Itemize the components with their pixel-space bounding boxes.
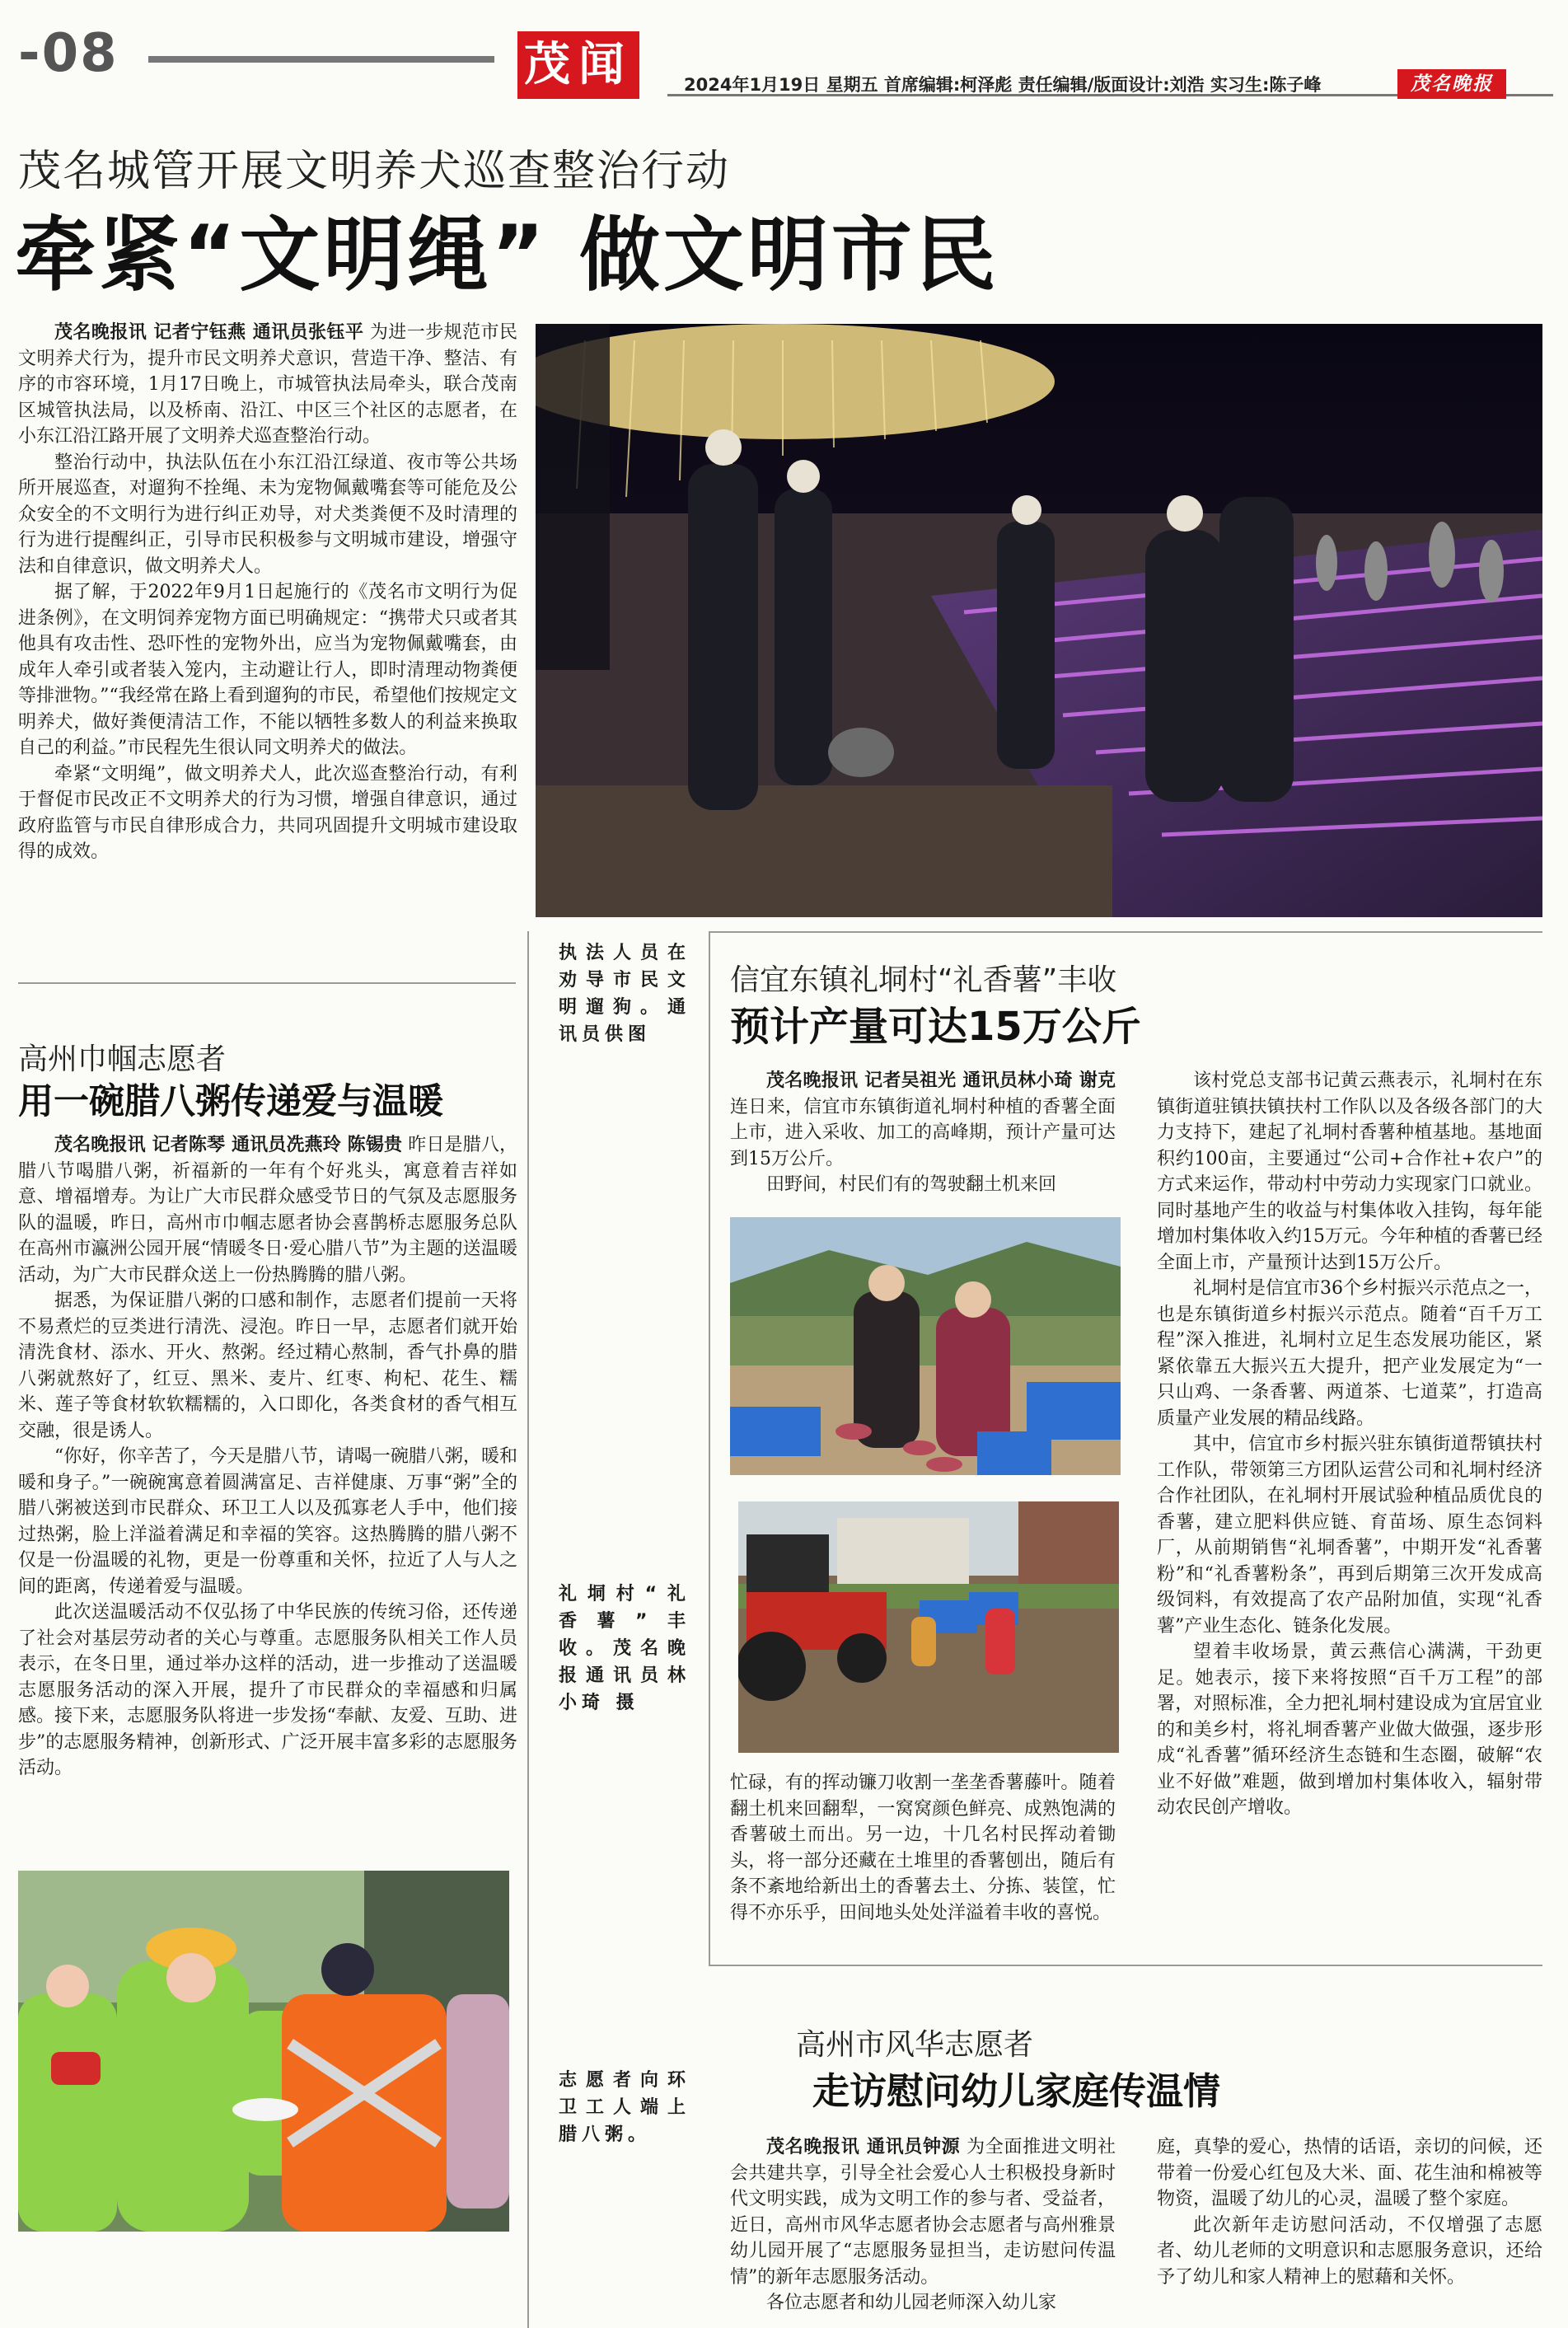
- article1-paragraph: 据了解，于2022年9月1日起施行的《茂名市文明行为促进条例》，在文明饲养宠物方面已明确规定：“携带犬只或者其他具有攻击性、恐吓性的宠物外出，应当为宠物佩戴嘴套，由成年人牵引或者装入笼内，主动避让行人，即时清理动物粪便等排泄物。”“我经常在路上看到遛狗的市民，希望他们按规定文明养犬，做好粪便清洁工作，不能以牺牲多数人的利益来换取自己的利益。”市民程先生很认同文明养犬的做法。: [18, 582, 517, 758]
- masthead-logo: [1397, 69, 1506, 99]
- dog-patrol-photo-caption: 执法人员在劝导市民文明遛狗。通讯员供图: [559, 943, 690, 1045]
- dog-patrol-photo: [536, 324, 1542, 917]
- article3-paragraph: 其中，信宜市乡村振兴驻东镇街道帮镇扶村工作队，带领第三方团队运营公司和礼垌村经济合作社团队，在礼垌村开展试验种植品质优良的香薯，建立肥料供应链、育苗场、原生态饲料厂，从前期销售“礼垌香薯”，中期开发“礼香薯粉”和“礼香薯粉条”，再到后期第三次开发成高级饲料，有效提高了农产品附加值，实现“礼香薯”产业生态化、链条化发展。: [1157, 1434, 1542, 1637]
- article1-paragraph: 牵紧“文明绳”，做文明养犬人，此次巡查整治行动，有利于督促市民改正不文明养犬的行为习惯，增强自律意识，通过政府监管与市民自律形成合力，共同巩固提升文明城市建设取得的成效。: [18, 763, 517, 862]
- article3-headline: 预计产量可达15万公斤: [730, 1004, 1141, 1050]
- article3-paragraph: 礼垌村是信宜市36个乡村振兴示范点之一，也是东镇街道乡村振兴示范点。随着“百千万工程”深入推进，礼垌村立足生态发展功能区，紧紧依靠五大振兴五大提升，把产业发展定为“一只山鸡、一条香薯、两道茶、七道菜”，打造高质量产业发展的精品线路。: [1157, 1278, 1542, 1429]
- article1-paragraph: 整治行动中，执法队伍在小东江沿江绿道、夜市等公共场所开展巡查，对遛狗不拴绳、未为宠物佩戴嘴套等可能危及公众安全的不文明行为进行纠正劝导，对犬类粪便不及时清理的行为进行提醒纠正，引导市民积极参与文明城市建设，增强守法和自律意识，做文明养犬人。: [18, 452, 517, 577]
- article4-paragraph: 各位志愿者和幼儿园老师深入幼儿家: [766, 2293, 1057, 2313]
- article4-lead: 茂名晚报讯 通讯员钟源: [766, 2137, 961, 2157]
- article2-paragraph: 昨日是腊八，腊八节喝腊八粥，祈福新的一年有个好兆头，寓意着吉祥如意、增福增寿。为让广大市民群众感受节日的气氛及志愿服务队的温暖，昨日，高州市巾帼志愿者协会喜鹊桥志愿服务总队在高州市瀛洲公园开展“情暖冬日·爱心腊八节”为主题的送温暖活动，为广大市民群众送上一份热腾腾的腊八粥。: [18, 1135, 517, 1286]
- volunteers-photo: [18, 1871, 509, 2232]
- article2-paragraph: 据悉，为保证腊八粥的口感和制作，志愿者们提前一天将不易煮烂的豆类进行清洗、浸泡。昨日一早，志愿者们就开始清洗食材、添水、开火、熬粥。经过精心熬制，香气扑鼻的腊八粥就熬好了，红豆、黑米、麦片、红枣、枸杞、花生、糯米、莲子等食材软软糯糯的，入口即化，各类食材的香气相互交融，很是诱人。: [18, 1290, 517, 1441]
- sweet-potato-harvest-photo: [730, 1217, 1121, 1475]
- article3-col2: [1157, 1068, 1542, 1821]
- article1-headline: 牵紧“文明绳” 做文明市民: [15, 208, 999, 302]
- article2-paragraph: 此次送温暖活动不仅弘扬了中华民族的传统习俗，还传递了社会对基层劳动者的关心与尊重。志愿服务队相关工作人员表示，在冬日里，通过举办这样的活动，进一步推动了送温暖志愿服务活动的深入开展，提升了市民群众的幸福感和归属感。接下来，志愿服务队将进一步发扬“奉献、友爱、互助、进步”的志愿服务精神，创新形式、广泛开展丰富多彩的志愿服务活动。: [18, 1602, 517, 1778]
- article2-headline: 用一碗腊八粥传递爱与温暖: [18, 1081, 443, 1122]
- article4-col2: [1157, 2134, 1542, 2290]
- divider: [709, 1965, 1542, 1966]
- article4-paragraph: 此次新年走访慰问活动，不仅增强了志愿者、幼儿老师的文明意识和志愿服务意识，还给予了幼儿和家人精神上的慰藉和关怀。: [1157, 2214, 1542, 2288]
- divider: [527, 931, 529, 2328]
- article2-lead: 茂名晚报讯 记者陈琴 通讯员冼燕玲 陈锡贵: [54, 1135, 403, 1155]
- article3-lead: 茂名晚报讯 记者吴祖光 通讯员林小琦 谢克: [766, 1070, 1116, 1091]
- volunteers-photo-caption: 志愿者向环卫工人端上腊八粥。: [559, 2070, 690, 2145]
- sweet-potato-photo-caption: 礼垌村“礼香薯”丰收。茂名晚报通讯员林小琦 摄: [559, 1584, 690, 1713]
- article2-kicker: 高州巾帼志愿者: [18, 1042, 227, 1076]
- article2-paragraph: “你好，你辛苦了，今天是腊八节，请喝一碗腊八粥，暖和暖和身子。”一碗碗寓意着圆满富足、吉祥健康、万事“粥”全的腊八粥被送到市民群众、环卫工人以及孤寡老人手中，他们接过热粥，脸上洋溢着满足和幸福的笑容。这热腾腾的腊八粥不仅是一份温暖的礼物，更是一份尊重和关怀，拉近了人与人之间的距离，传递着爱与温暖。: [18, 1446, 517, 1597]
- header-rule-left: [148, 56, 494, 63]
- divider: [709, 931, 1542, 933]
- masthead-logo-text: 茂名晚报: [1411, 73, 1493, 95]
- article4-kicker: 高州市风华志愿者: [796, 2028, 1034, 2062]
- section-label: 茂闻: [524, 38, 633, 91]
- divider: [18, 982, 516, 984]
- article3-paragraph: 田野间，村民们有的驾驶翻土机来回: [766, 1174, 1057, 1195]
- article1-lead: 茂名晚报讯 记者宁钰燕 通讯员张钰平: [54, 322, 364, 343]
- article3-kicker: 信宜东镇礼垌村“礼香薯”丰收: [730, 963, 1117, 997]
- article3-paragraph: 该村党总支部书记黄云燕表示，礼垌村在东镇街道驻镇扶镇扶村工作队以及各级各部门的大力支持下，建起了礼垌村香薯种植基地。基地面积约100亩，主要通过“公司+合作社+农户”的方式来运作，带动村中劳动力实现家门口就业。同时基地产生的收益与村集体收入挂钩，每年能增加村集体收入约15万元。今年种植的香薯已经全面上市，产量预计达到15万公斤。: [1157, 1070, 1542, 1273]
- article4-headline: 走访慰问幼儿家庭传温情: [812, 2069, 1221, 2113]
- article3-col1-bottom: 忙碌，有的挥动镰刀收割一垄垄香薯藤叶。随着翻土机来回翻犁，一窝窝颜色鲜亮、成熟饱满的香薯破土而出。另一边，十几名村民挥动着锄头，将一部分还藏在土堆里的香薯刨出，随后有条不紊地给新出土的香薯去土、分拣、装筐，忙得不亦乐乎，田间地头处处洋溢着丰收的喜悦。: [730, 1773, 1116, 1923]
- divider: [709, 931, 710, 1965]
- article3-col1-top: [730, 1068, 1116, 1198]
- article3-paragraph: 望着丰收场景，黄云燕信心满满，干劲更足。她表示，接下来将按照“百千万工程”的部署，对照标准，全力把礼垌村建设成为宜居宜业的和美乡村，将礼垌香薯产业做大做强，逐步形成“礼香薯”循环经济生态链和生态圈，破解“农业不好做”难题，做到增加村集体收入，辐射带动农民创产增收。: [1157, 1642, 1542, 1818]
- article4-col1: [730, 2134, 1116, 2316]
- section-badge: [517, 31, 639, 99]
- article3-paragraph: 连日来，信宜市东镇街道礼垌村种植的香薯全面上市，进入采收、加工的高峰期，预计产量可达到15万公斤。: [730, 1096, 1116, 1169]
- dateline: 2024年1月19日 星期五 首席编辑:柯泽彪 责任编辑/版面设计:刘浩 实习生:陈子峰: [684, 75, 1322, 95]
- article1-body: [18, 320, 517, 865]
- article2-body: [18, 1132, 517, 1782]
- article4-paragraph: 庭，真挚的爱心，热情的话语，亲切的问候，还带着一份爱心红包及大米、面、花生油和棉被等物资，温暖了幼儿的心灵，温暖了整个家庭。: [1157, 2137, 1542, 2209]
- tractor-field-photo: [738, 1501, 1119, 1753]
- article4-paragraph: 为全面推进文明社会共建共享，引导全社会爱心人士积极投身新时代文明实践，成为文明工作的参与者、受益者，近日，高州市风华志愿者协会志愿者与高州雅景幼儿园开展了“志愿服务显担当，走访慰问传温情”的新年志愿服务活动。: [730, 2137, 1116, 2288]
- article1-kicker: 茂名城管开展文明养犬巡查整治行动: [18, 147, 731, 196]
- page-number: -08: [18, 23, 119, 84]
- article1-paragraph: 为进一步规范市民文明养犬行为，提升市民文明养犬意识，营造干净、整洁、有序的市容环境，1月17日晚上，市城管执法局牵头，联合茂南区城管执法局，以及桥南、沿江、中区三个社区的志愿者，在小东江沿江路开展了文明养犬巡查整治行动。: [18, 322, 517, 447]
